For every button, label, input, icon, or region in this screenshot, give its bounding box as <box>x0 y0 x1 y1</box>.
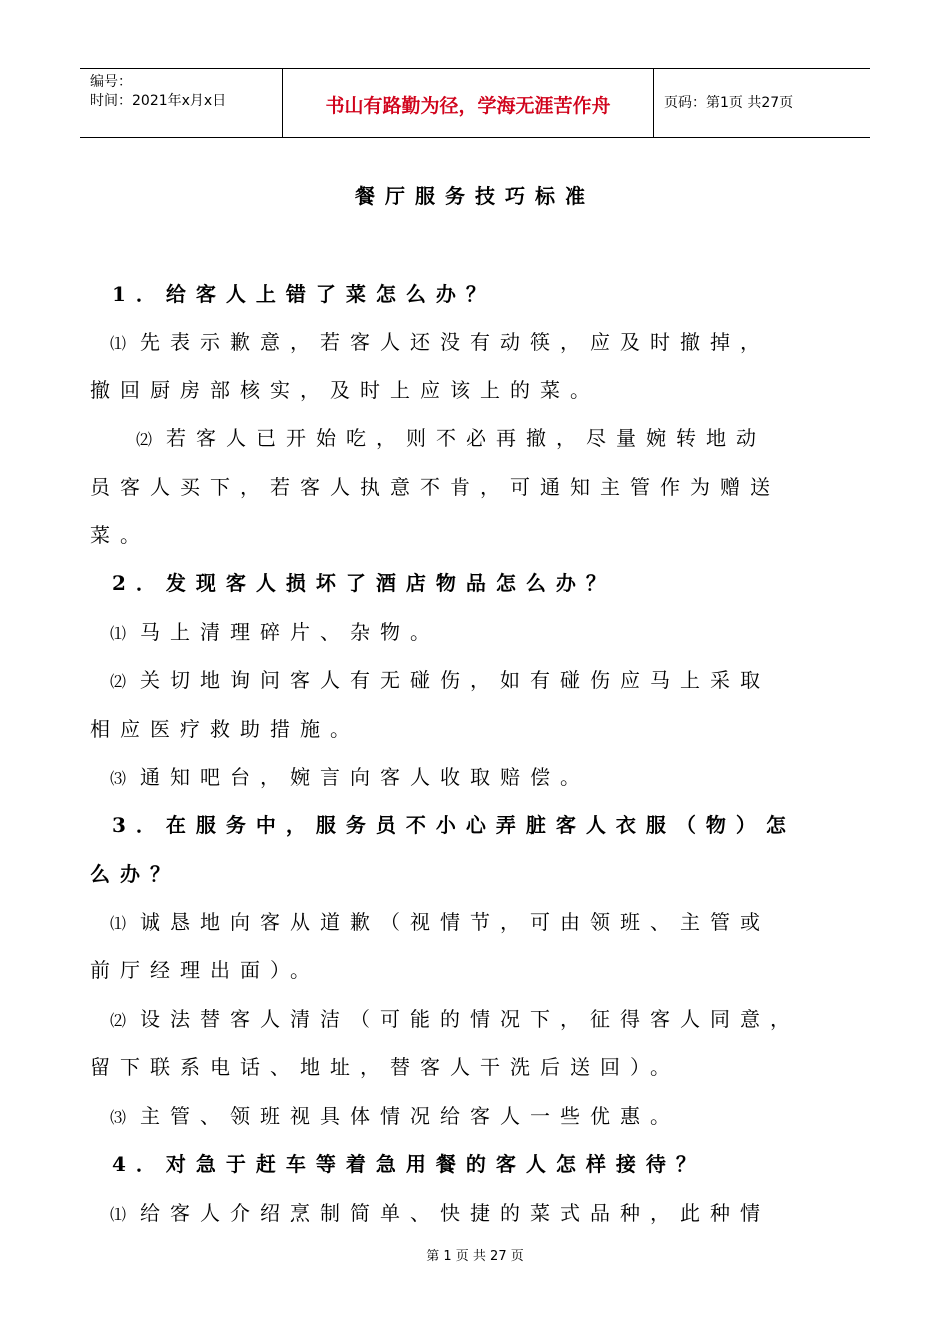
motto-text: 书山有路勤为径，学海无涯苦作舟 <box>325 95 611 117</box>
s1-paragraph-2-line-1 <box>136 424 766 454</box>
item-number: ⑶ <box>110 769 127 788</box>
s1-paragraph-1-line-2: 撤回厨房部核实，及时上应该上的菜。 <box>90 378 600 402</box>
page-info: 页码：第1页 共27页 <box>664 95 794 111</box>
page-footer: 第 1 页 共 27 页 <box>426 1249 524 1264</box>
line-text: 设法替客人清洁（可能的情况下，征得客人同意， <box>140 1007 801 1031</box>
header-page-cell <box>654 69 870 137</box>
item-number: ⑵ <box>136 430 153 449</box>
header-meta-cell <box>80 69 282 137</box>
s2-paragraph-2-line-1 <box>110 666 770 696</box>
s3-paragraph-2-line-1 <box>110 1005 800 1035</box>
s3-paragraph-3-line-1 <box>110 1102 680 1132</box>
question-3-line-2: 么办？ <box>90 862 180 886</box>
number-label: 编号： <box>90 74 132 90</box>
line-text: 诚恳地向客从道歉（视情节，可由领班、主管或 <box>140 910 771 934</box>
question-2: 2．发现客人损坏了酒店物品怎么办？ <box>112 571 616 595</box>
s1-paragraph-1-line-1 <box>110 328 770 358</box>
s3-paragraph-2-line-2: 留下联系电话、地址，替客人干洗后送回）。 <box>90 1055 680 1079</box>
line-text: 马上清理碎片、杂物。 <box>140 620 441 644</box>
item-number: ⑴ <box>110 1205 127 1224</box>
s1-paragraph-2-line-3: 菜。 <box>90 523 150 547</box>
line-text: 给客人介绍烹制简单、快捷的菜式品种，此种情 <box>140 1201 771 1225</box>
line-text: 先表示歉意，若客人还没有动筷，应及时撤掉， <box>140 330 771 354</box>
s3-paragraph-1-line-2: 前厅经理出面）。 <box>90 958 320 982</box>
question-3-line-1: 3．在服务中，服务员不小心弄脏客人衣服（物）怎 <box>112 813 796 837</box>
s4-paragraph-1-line-1 <box>110 1199 770 1229</box>
line-text: 通知吧台，婉言向客人收取赔偿。 <box>140 765 591 789</box>
s2-paragraph-1-line-1 <box>110 618 440 648</box>
item-number: ⑴ <box>110 914 127 933</box>
line-text: 若客人已开始吃，则不必再撤，尽量婉转地动 <box>166 426 767 450</box>
question-4: 4．对急于赶车等着急用餐的客人怎样接待？ <box>112 1152 706 1176</box>
s2-paragraph-2-line-2: 相应医疗救助措施。 <box>90 717 360 741</box>
document-header <box>80 68 870 138</box>
question-1: 1．给客人上错了菜怎么办？ <box>112 282 496 306</box>
line-text: 关切地询问客人有无碰伤，如有碰伤应马上采取 <box>140 668 771 692</box>
document-title: 餐厅服务技巧标准 <box>355 184 595 208</box>
item-number: ⑵ <box>110 1011 127 1030</box>
time-label: 时间：2021年x月x日 <box>90 93 227 109</box>
s3-paragraph-1-line-1 <box>110 908 770 938</box>
item-number: ⑵ <box>110 672 127 691</box>
item-number: ⑶ <box>110 1108 127 1127</box>
s1-paragraph-2-line-2: 员客人买下，若客人执意不肯，可通知主管作为赠送 <box>90 475 780 499</box>
header-motto-cell <box>282 69 654 137</box>
line-text: 主管、领班视具体情况给客人一些优惠。 <box>140 1104 681 1128</box>
item-number: ⑴ <box>110 334 127 353</box>
item-number: ⑴ <box>110 624 127 643</box>
s2-paragraph-3-line-1 <box>110 763 590 793</box>
